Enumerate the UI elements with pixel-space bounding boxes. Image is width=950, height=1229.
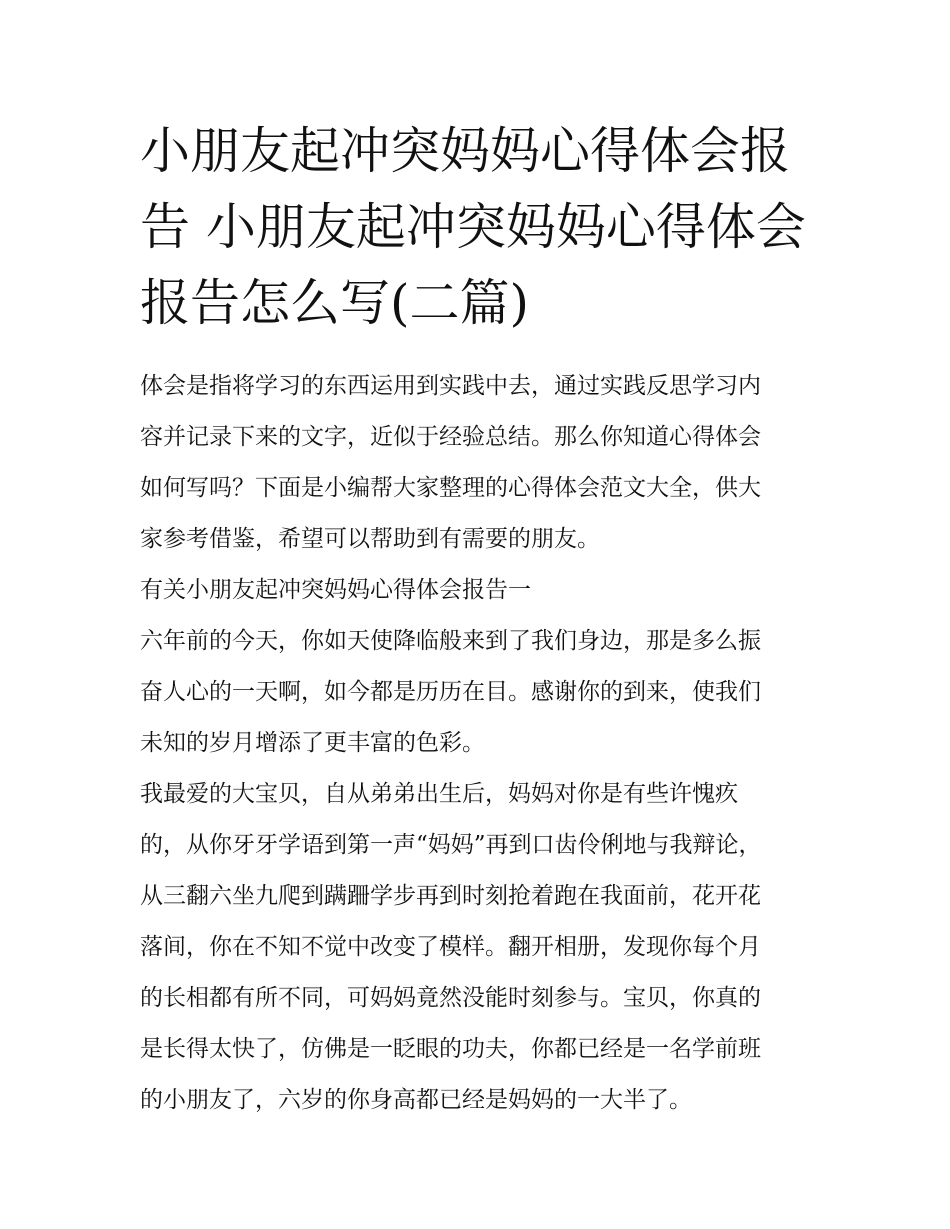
text-line: 家参考借鉴，希望可以帮助到有需要的朋友。	[140, 526, 600, 552]
text-line: 的长相都有所不同，可妈妈竟然没能时刻参与。宝贝，你真的	[140, 985, 761, 1011]
body-paragraph	[140, 769, 815, 1126]
document-body	[140, 361, 815, 1126]
document-title	[140, 113, 815, 341]
text-line: 如何写吗？下面是小编帮大家整理的心得体会范文大全，供大	[140, 475, 761, 501]
text-line: 的小朋友了，六岁的你身高都已经是妈妈的一大半了。	[140, 1087, 692, 1113]
document-content	[140, 113, 815, 1126]
text-line: 六年前的今天，你如天使降临般来到了我们身边，那是多么振	[140, 628, 761, 654]
text-line: 容并记录下来的文字，近似于经验总结。那么你知道心得体会	[140, 424, 761, 450]
title-line: 告 小朋友起冲突妈妈心得体会	[140, 198, 806, 256]
text-line: 的，从你牙牙学语到第一声“妈妈”再到口齿伶俐地与我辩论，	[140, 832, 762, 858]
text-line: 体会是指将学习的东西运用到实践中去，通过实践反思学习内	[140, 373, 761, 399]
text-line: 是长得太快了，仿佛是一眨眼的功夫，你都已经是一名学前班	[140, 1036, 761, 1062]
intro-paragraph	[140, 361, 815, 565]
text-line: 落间，你在不知不觉中改变了模样。翻开相册，发现你每个月	[140, 934, 761, 960]
title-line: 小朋友起冲突妈妈心得体会报	[140, 122, 790, 180]
text-line: 我最爱的大宝贝，自从弟弟出生后，妈妈对你是有些许愧疚	[140, 781, 738, 807]
body-paragraph	[140, 616, 815, 769]
text-line: 从三翻六坐九爬到蹒跚学步再到时刻抢着跑在我面前，花开花	[140, 883, 761, 909]
title-line: 报告怎么写(二篇)	[140, 274, 530, 332]
section-heading	[140, 565, 815, 616]
text-line: 有关小朋友起冲突妈妈心得体会报告一	[140, 577, 531, 603]
text-line: 奋人心的一天啊，如今都是历历在目。感谢你的到来，使我们	[140, 679, 761, 705]
text-line: 未知的岁月增添了更丰富的色彩。	[140, 730, 485, 756]
